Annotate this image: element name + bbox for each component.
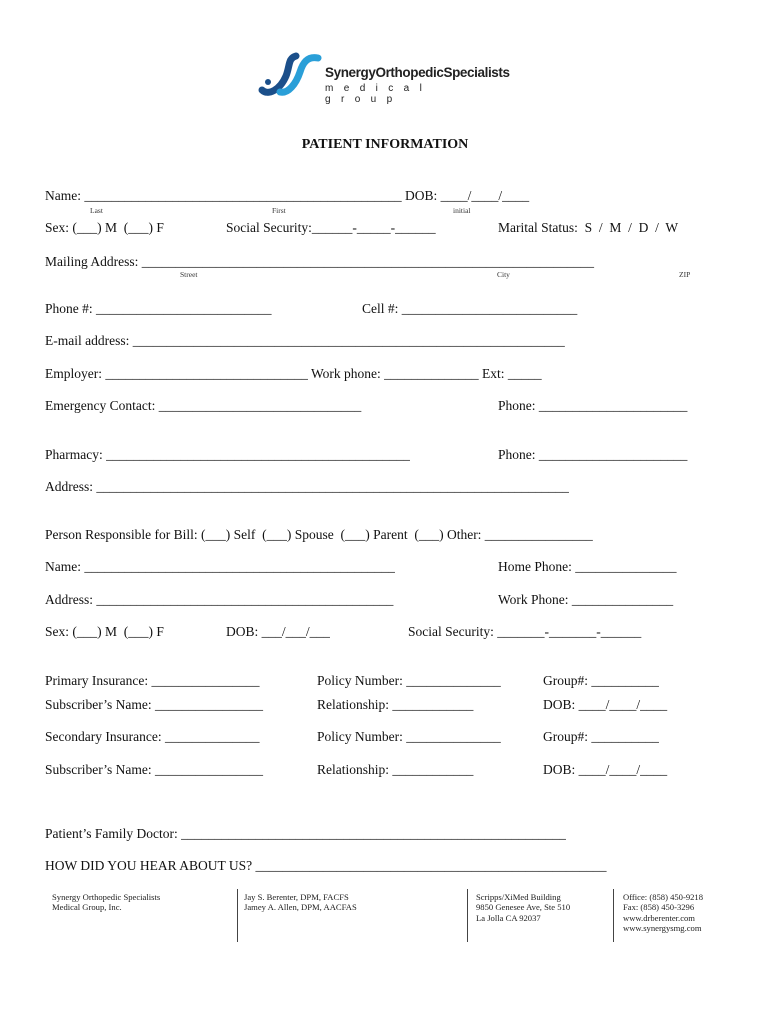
logo-subtitle: medical group <box>325 83 433 105</box>
work-phone-line[interactable]: Work Phone: _______________ <box>498 592 674 607</box>
name-dob-line[interactable]: Name: _______________________________________________ DOB: ____/____/____ <box>45 188 530 203</box>
mailing-address-line[interactable]: Mailing Address: ___________________________________________________________________ <box>45 254 594 269</box>
primary-insurance-line[interactable]: Primary Insurance: ________________ <box>45 673 260 688</box>
emergency-contact-line[interactable]: Emergency Contact: ______________________________ <box>45 398 362 413</box>
responsible-address-line[interactable]: Address: ____________________________________________ <box>45 592 394 607</box>
secondary-policy-line[interactable]: Policy Number: ______________ <box>317 729 501 744</box>
responsible-dob-line[interactable]: DOB: ___/___/___ <box>226 624 330 639</box>
secondary-subscriber-line[interactable]: Subscriber’s Name: ________________ <box>45 762 263 777</box>
page-title: PATIENT INFORMATION <box>301 137 469 152</box>
primary-policy-line[interactable]: Policy Number: ______________ <box>317 673 501 688</box>
cell-line[interactable]: Cell #: __________________________ <box>362 301 578 316</box>
zip-label: ZIP <box>679 270 691 279</box>
secondary-relationship-line[interactable]: Relationship: ____________ <box>317 762 474 777</box>
sex-line[interactable]: Sex: (___) M (___) F <box>45 220 164 235</box>
home-phone-line[interactable]: Home Phone: _______________ <box>498 559 677 574</box>
primary-dob-line[interactable]: DOB: ____/____/____ <box>543 697 668 712</box>
phone-line[interactable]: Phone #: __________________________ <box>45 301 272 316</box>
footer-company: Synergy Orthopedic Specialists Medical Group, Inc. <box>52 892 161 913</box>
responsible-ss-line[interactable]: Social Security: _______-_______-______ <box>408 624 642 639</box>
marital-status-line[interactable]: Marital Status: S / M / D / W <box>498 220 679 235</box>
family-doctor-line[interactable]: Patient’s Family Doctor: _________________________________________________________ <box>45 826 566 841</box>
footer-doctors: Jay S. Berenter, DPM, FACFS Jamey A. Allen, DPM, AACFAS <box>244 892 357 913</box>
footer-divider <box>467 889 468 942</box>
logo-mark-icon <box>258 50 322 100</box>
secondary-dob-line[interactable]: DOB: ____/____/____ <box>543 762 668 777</box>
footer-divider <box>237 889 238 942</box>
street-label: Street <box>180 270 198 279</box>
footer-contact: Office: (858) 450-9218 Fax: (858) 450-3296 www.drberenter.com www.synergysmg.com <box>623 892 704 934</box>
responsible-name-line[interactable]: Name: ______________________________________________ <box>45 559 395 574</box>
footer-divider <box>613 889 614 942</box>
social-security-line[interactable]: Social Security:______-_____-______ <box>226 220 436 235</box>
company-logo <box>258 50 518 105</box>
pharmacy-phone-line[interactable]: Phone: ______________________ <box>498 447 688 462</box>
employer-line[interactable]: Employer: ______________________________ Work phone: ______________ Ext: _____ <box>45 366 542 381</box>
referral-source-line[interactable]: HOW DID YOU HEAR ABOUT US? ____________________________________________________ <box>45 858 607 873</box>
first-name-label: First <box>272 206 286 215</box>
primary-subscriber-line[interactable]: Subscriber’s Name: ________________ <box>45 697 263 712</box>
emergency-phone-line[interactable]: Phone: ______________________ <box>498 398 688 413</box>
primary-relationship-line[interactable]: Relationship: ____________ <box>317 697 474 712</box>
initial-label: initial <box>453 206 471 215</box>
responsible-sex-line[interactable]: Sex: (___) M (___) F <box>45 624 164 639</box>
secondary-insurance-line[interactable]: Secondary Insurance: ______________ <box>45 729 260 744</box>
logo-name: SynergyOrthopedicSpecialists <box>325 65 510 80</box>
pharmacy-line[interactable]: Pharmacy: _____________________________________________ <box>45 447 410 462</box>
city-label: City <box>497 270 510 279</box>
last-name-label: Last <box>90 206 103 215</box>
secondary-group-line[interactable]: Group#: __________ <box>543 729 659 744</box>
primary-group-line[interactable]: Group#: __________ <box>543 673 659 688</box>
responsible-party-line[interactable]: Person Responsible for Bill: (___) Self (___) Spouse (___) Parent (___) Other: ________________ <box>45 527 593 542</box>
pharmacy-address-line[interactable]: Address: ______________________________________________________________________ <box>45 479 569 494</box>
email-line[interactable]: E-mail address: ________________________________________________________________ <box>45 333 565 348</box>
footer-address: Scripps/XiMed Building 9850 Genesee Ave, Ste 510 La Jolla CA 92037 <box>476 892 571 923</box>
